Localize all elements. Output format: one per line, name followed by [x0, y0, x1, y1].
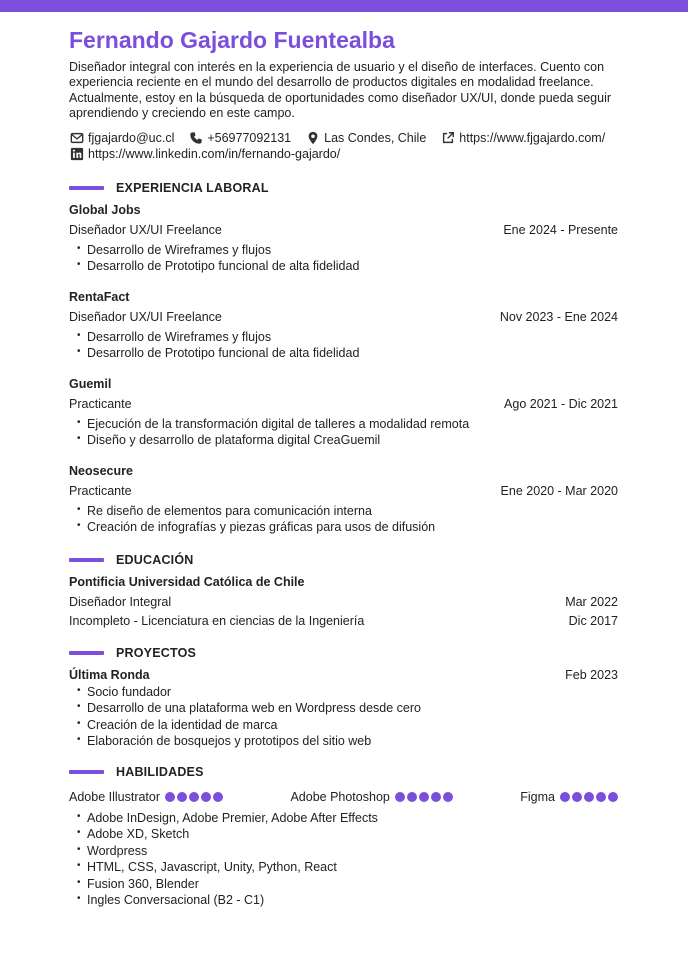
- job-company: Guemil: [69, 376, 112, 391]
- bullet-item: • Adobe InDesign, Adobe Premier, Adobe After Effects: [77, 810, 618, 827]
- contact-row-1: [69, 130, 618, 146]
- bullet-item: • Diseño y desarrollo de plataforma digital CreaGuemil: [77, 432, 618, 449]
- skill-dot: [443, 792, 453, 802]
- experience-title: EXPERIENCIA LABORAL: [116, 180, 269, 195]
- bullet-item: • Desarrollo de Prototipo funcional de alta fidelidad: [77, 258, 618, 275]
- job-role-row: [69, 309, 618, 325]
- skill-dot: [419, 792, 429, 802]
- skill-dot: [201, 792, 211, 802]
- skill-name: Adobe Illustrator: [69, 789, 161, 804]
- contact-phone[interactable]: [188, 130, 291, 146]
- skill-rating: [520, 789, 618, 805]
- bullet-item: • Elaboración de bosquejos y prototipos del sitio web: [77, 733, 618, 750]
- rated-skills: [69, 788, 618, 806]
- bullet-item: • HTML, CSS, Javascript, Unity, Python, React: [77, 859, 618, 876]
- linkedin-icon: [69, 146, 84, 161]
- external-link-icon: [440, 130, 455, 145]
- job-entry: [69, 289, 618, 362]
- skill-level-dots: [395, 792, 453, 802]
- phone-icon: [188, 130, 203, 145]
- project-row: [69, 667, 618, 683]
- job-role: Diseñador UX/UI Freelance: [69, 222, 222, 237]
- job-entry: [69, 202, 618, 275]
- profile-summary: Diseñador integral con interés en la experiencia de usuario y el diseño de interfaces. Cuento con experiencia reciente en el mundo del desarrollo de productos digitales en modalidad freelance. Actualmente, estoy en la búsqueda de oportunidades como diseñador UX/UI, donde pueda seguir aprendiendo y creciendo en este campo.: [69, 60, 612, 121]
- degree-name: Incompleto - Licenciatura en ciencias de la Ingeniería: [69, 613, 365, 628]
- job-dates: Ago 2021 - Dic 2021: [504, 396, 618, 411]
- bullet-item: • Socio fundador: [77, 684, 618, 701]
- job-role: Diseñador UX/UI Freelance: [69, 309, 222, 324]
- skill-dot: [584, 792, 594, 802]
- experience-section-header: [69, 180, 618, 196]
- job-bullets: [69, 242, 618, 275]
- projects-section-header: [69, 645, 618, 661]
- degree-row: [69, 613, 618, 629]
- job-bullets: [69, 329, 618, 362]
- job-role-row: [69, 483, 618, 499]
- bullet-item: • Re diseño de elementos para comunicación interna: [77, 503, 618, 520]
- bullet-item: • Creación de infografías y piezas gráficas para usos de difusión: [77, 519, 618, 536]
- job-company: Neosecure: [69, 463, 133, 478]
- skill-level-dots: [165, 792, 223, 802]
- skill-dot: [431, 792, 441, 802]
- section-accent-bar: [69, 770, 104, 774]
- job-entry: [69, 376, 618, 449]
- degree-date: Dic 2017: [568, 613, 618, 628]
- skill-rating: [69, 789, 223, 805]
- bullet-item: • Creación de la identidad de marca: [77, 717, 618, 734]
- contact-email[interactable]: [69, 130, 174, 146]
- candidate-name: Fernando Gajardo Fuentealba: [69, 27, 395, 53]
- skill-dot: [177, 792, 187, 802]
- skill-dot: [572, 792, 582, 802]
- bullet-item: • Wordpress: [77, 843, 618, 860]
- education-title: EDUCACIÓN: [116, 552, 194, 567]
- linkedin-link[interactable]: https://www.linkedin.com/in/fernando-gajardo/: [88, 146, 341, 161]
- education-section-header: [69, 552, 618, 568]
- project-date: Feb 2023: [565, 667, 618, 682]
- job-role-row: [69, 222, 618, 238]
- envelope-icon: [69, 130, 84, 145]
- bullet-item: • Fusion 360, Blender: [77, 876, 618, 893]
- contact-website[interactable]: [440, 130, 605, 146]
- education-entry: [69, 574, 618, 629]
- project-bullets: [69, 684, 618, 750]
- skill-dot: [596, 792, 606, 802]
- skill-dot: [407, 792, 417, 802]
- job-company: Global Jobs: [69, 202, 141, 217]
- skill-rating: [290, 789, 452, 805]
- phone-text[interactable]: +56977092131: [207, 130, 292, 145]
- job-bullets: [69, 503, 618, 536]
- contact-linkedin[interactable]: [69, 146, 340, 162]
- skill-dot: [560, 792, 570, 802]
- skill-name: Figma: [520, 789, 555, 804]
- section-accent-bar: [69, 186, 104, 190]
- skill-dot: [608, 792, 618, 802]
- projects-title: PROYECTOS: [116, 645, 197, 660]
- degree-name: Diseñador Integral: [69, 594, 172, 609]
- contact-location: [305, 130, 426, 146]
- skills-section-header: [69, 764, 618, 780]
- job-role-row: [69, 396, 618, 412]
- bullet-item: • Adobe XD, Sketch: [77, 826, 618, 843]
- job-entry: [69, 463, 618, 536]
- section-accent-bar: [69, 558, 104, 562]
- contact-row-2: [69, 146, 618, 162]
- skill-dot: [165, 792, 175, 802]
- email-text[interactable]: fjgajardo@uc.cl: [88, 130, 175, 145]
- degree-date: Mar 2022: [565, 594, 618, 609]
- job-role: Practicante: [69, 483, 132, 498]
- job-dates: Ene 2024 - Presente: [503, 222, 618, 237]
- resume-page: [0, 26, 688, 909]
- bullet-item: • Desarrollo de Wireframes y flujos: [77, 242, 618, 259]
- job-dates: Ene 2020 - Mar 2020: [500, 483, 618, 498]
- job-bullets: [69, 416, 618, 449]
- bullet-item: • Ejecución de la transformación digital de talleres a modalidad remota: [77, 416, 618, 433]
- job-company: RentaFact: [69, 289, 130, 304]
- project-name: Última Ronda: [69, 667, 150, 682]
- location-text: Las Condes, Chile: [324, 130, 427, 145]
- skill-dot: [213, 792, 223, 802]
- skills-bullets: [69, 810, 618, 909]
- map-pin-icon: [305, 130, 320, 145]
- website-link[interactable]: https://www.fjgajardo.com/: [459, 130, 606, 145]
- project-entry: [69, 667, 618, 750]
- skill-name: Adobe Photoshop: [290, 789, 390, 804]
- skill-dot: [189, 792, 199, 802]
- school-name: Pontificia Universidad Católica de Chile: [69, 574, 305, 589]
- degree-row: [69, 594, 618, 610]
- bullet-item: • Desarrollo de una plataforma web en Wordpress desde cero: [77, 700, 618, 717]
- bullet-item: • Desarrollo de Wireframes y flujos: [77, 329, 618, 346]
- contact-info: [69, 130, 618, 162]
- section-accent-bar: [69, 651, 104, 655]
- bullet-item: • Desarrollo de Prototipo funcional de alta fidelidad: [77, 345, 618, 362]
- job-dates: Nov 2023 - Ene 2024: [499, 309, 618, 324]
- skill-level-dots: [560, 792, 618, 802]
- skill-dot: [395, 792, 405, 802]
- skills-title: HABILIDADES: [116, 764, 204, 779]
- bullet-item: • Ingles Conversacional (B2 - C1): [77, 892, 618, 909]
- job-role: Practicante: [69, 396, 132, 411]
- top-accent-bar: [0, 0, 688, 12]
